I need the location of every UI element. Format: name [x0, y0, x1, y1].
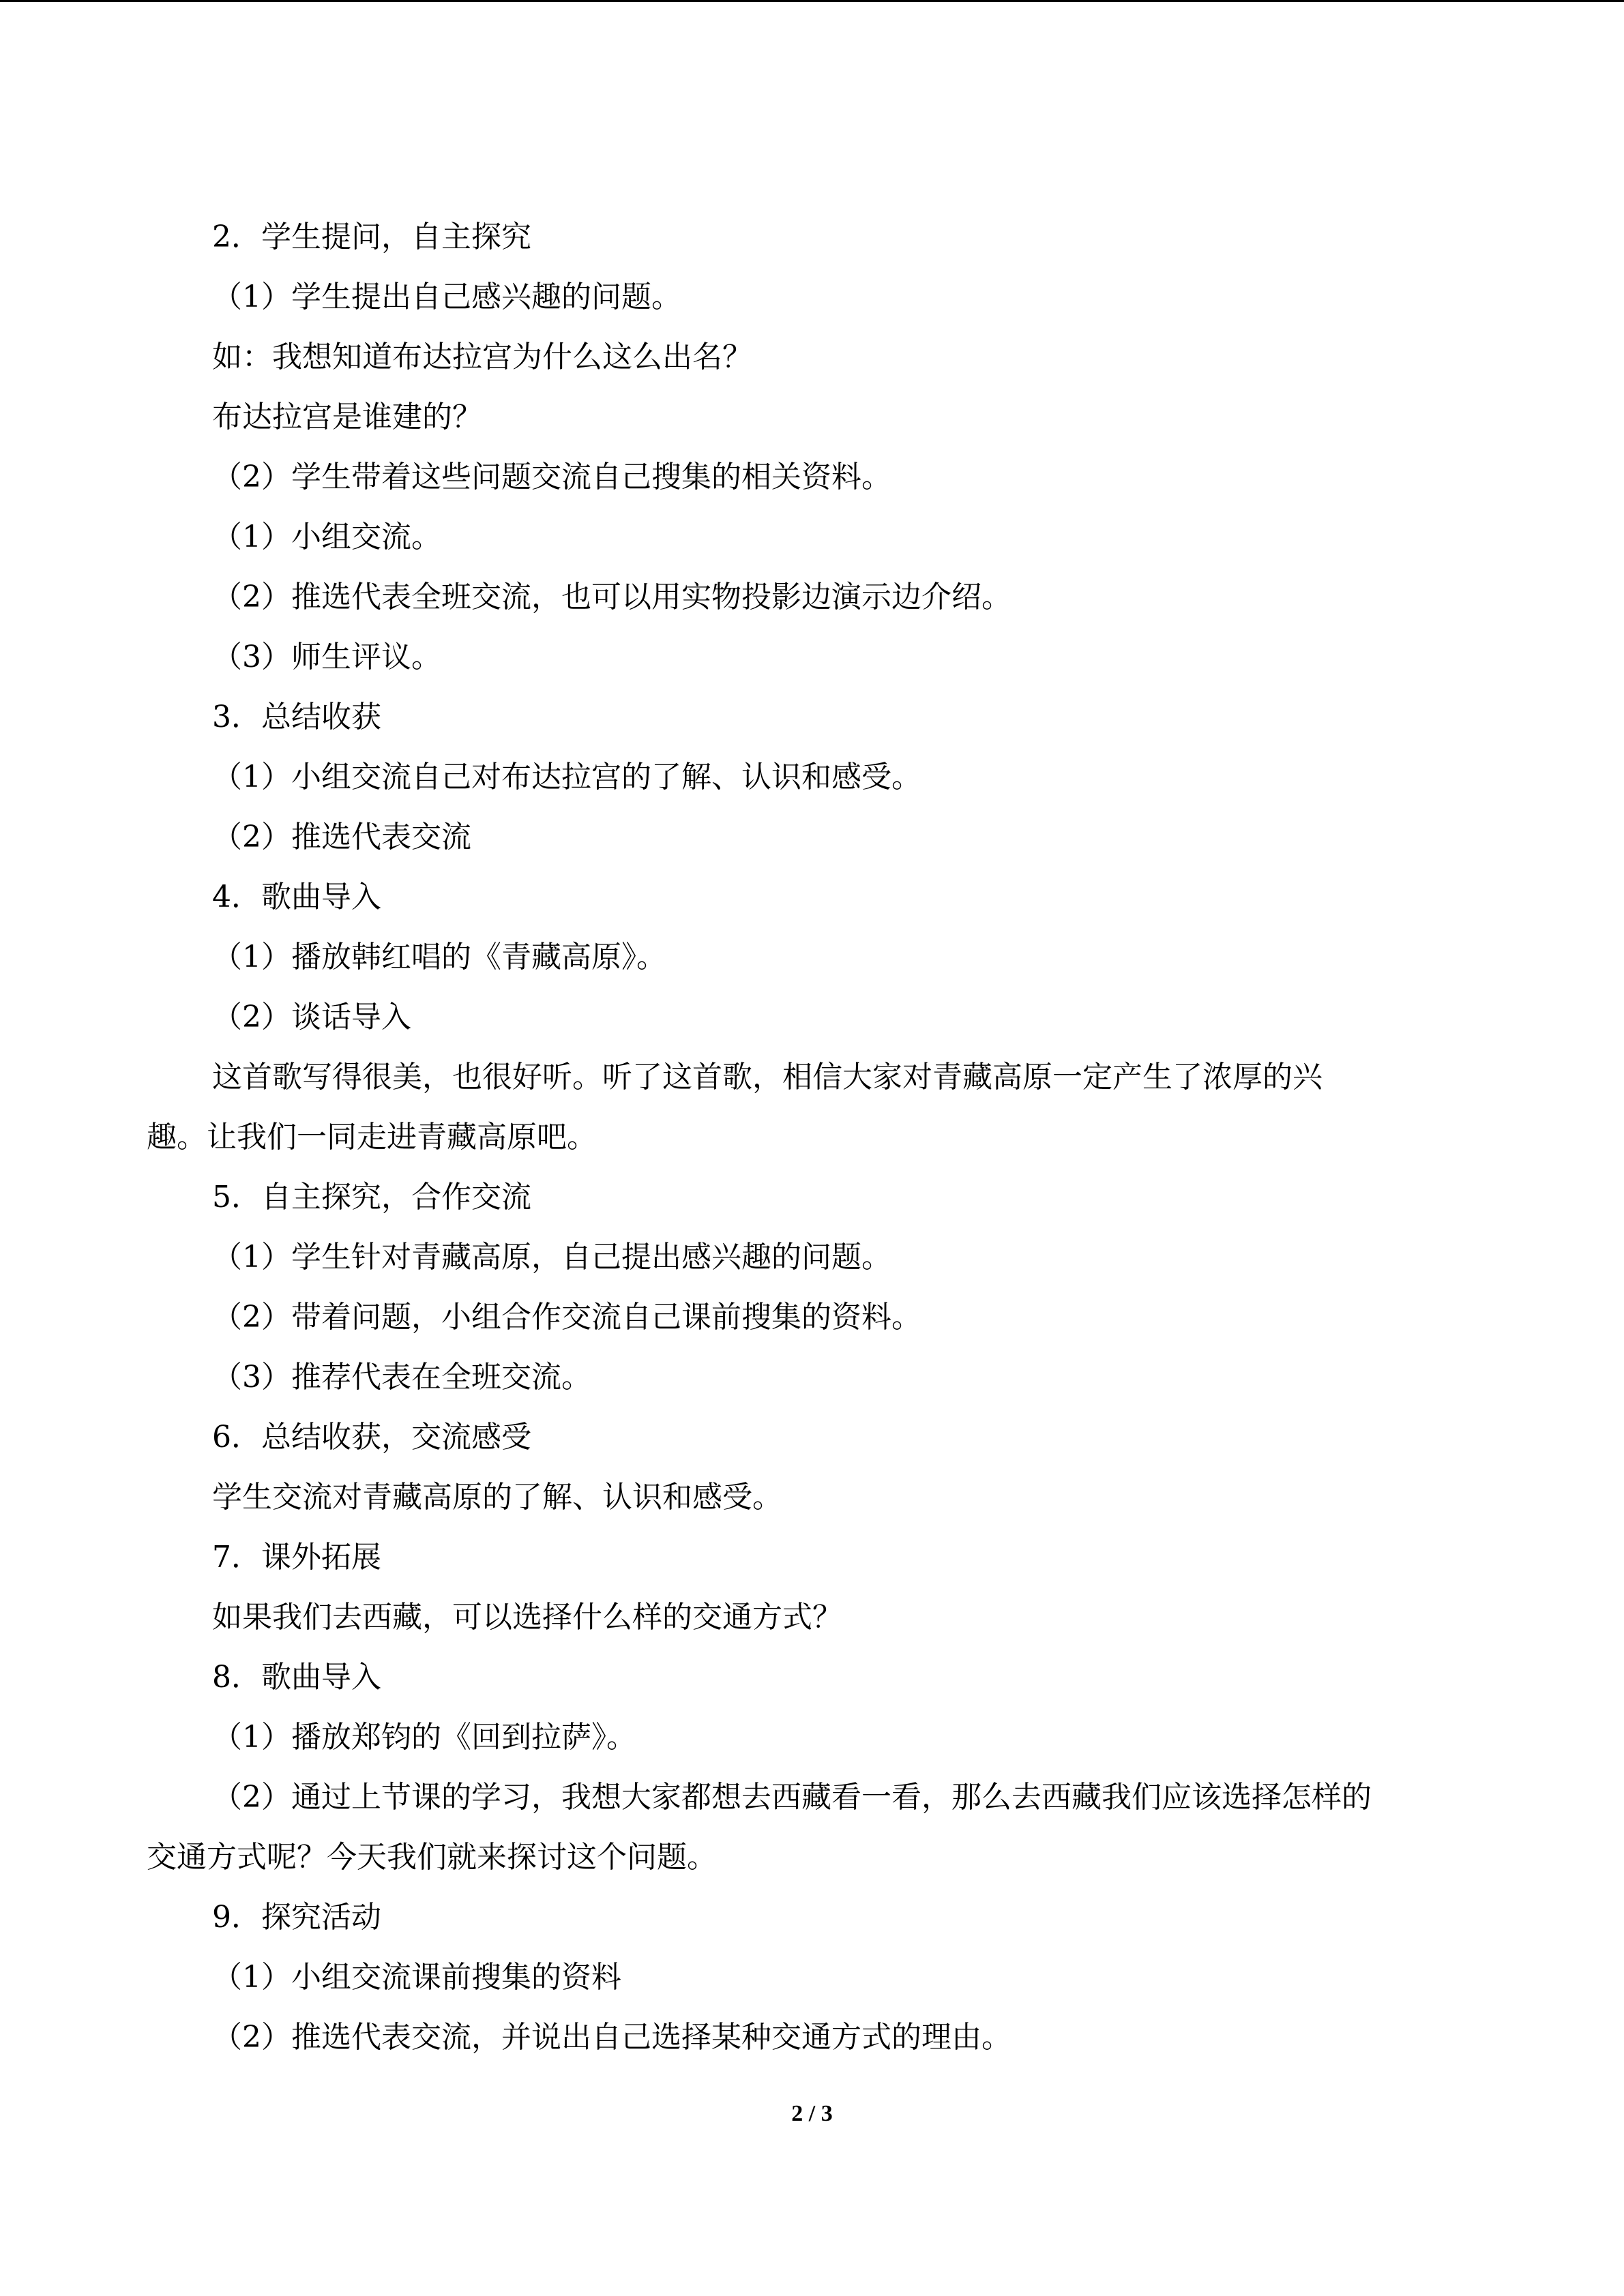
- text-line: （1）学生针对青藏高原，自己提出感兴趣的问题。: [212, 1240, 891, 1274]
- text-line: 如：我想知道布达拉宫为什么这么出名？: [212, 340, 752, 374]
- text-line: （2）推选代表交流: [212, 820, 471, 854]
- text-line: 学生交流对青藏高原的了解、认识和感受。: [212, 1480, 782, 1515]
- text-line: 交通方式呢？今天我们就来探讨这个问题。: [147, 1840, 717, 1875]
- text-line: 7．课外拓展: [212, 1540, 381, 1575]
- text-line: 6．总结收获，交流感受: [212, 1420, 531, 1455]
- document-body: [147, 207, 1483, 2068]
- text-line: （1）小组交流。: [212, 520, 441, 554]
- text-line: 这首歌写得很美，也很好听。听了这首歌，相信大家对青藏高原一定产生了浓厚的兴: [212, 1060, 1323, 1094]
- text-line: （2）谈话导入: [212, 1000, 411, 1034]
- text-line: （2）推选代表全班交流，也可以用实物投影边演示边介绍。: [212, 580, 1012, 614]
- text-line: （3）推荐代表在全班交流。: [212, 1360, 591, 1395]
- text-line: （3）师生评议。: [212, 640, 441, 674]
- page-number: 2 / 3: [791, 2101, 833, 2126]
- text-line: （1）播放郑钧的《回到拉萨》。: [212, 1720, 636, 1755]
- text-line: 9．探究活动: [212, 1900, 381, 1935]
- text-line: 4．歌曲导入: [212, 880, 381, 914]
- text-line: 如果我们去西藏，可以选择什么样的交通方式？: [212, 1600, 842, 1635]
- top-border-rule: [0, 0, 1624, 2]
- text-line: 趣。让我们一同走进青藏高原吧。: [147, 1120, 597, 1154]
- text-line: 2．学生提问，自主探究: [212, 220, 531, 254]
- text-line: 布达拉宫是谁建的？: [212, 400, 482, 434]
- text-line: 8．歌曲导入: [212, 1660, 381, 1695]
- text-line: （1）播放韩红唱的《青藏高原》。: [212, 940, 666, 974]
- text-line: （1）学生提出自己感兴趣的问题。: [212, 280, 681, 314]
- text-line: （2）带着问题，小组合作交流自己课前搜集的资料。: [212, 1300, 921, 1335]
- text-line: （1）小组交流课前搜集的资料: [212, 1960, 621, 1995]
- text-line: （2）学生带着这些问题交流自己搜集的相关资料。: [212, 460, 891, 494]
- text-line: （2）推选代表交流，并说出自己选择某种交通方式的理由。: [212, 2020, 1012, 2055]
- text-line: 5．自主探究，合作交流: [212, 1180, 531, 1214]
- text-line: （2）通过上节课的学习，我想大家都想去西藏看一看，那么去西藏我们应该选择怎样的: [212, 1780, 1372, 1815]
- text-line: （1）小组交流自己对布达拉宫的了解、认识和感受。: [212, 760, 921, 794]
- text-line: 3．总结收获: [212, 700, 381, 734]
